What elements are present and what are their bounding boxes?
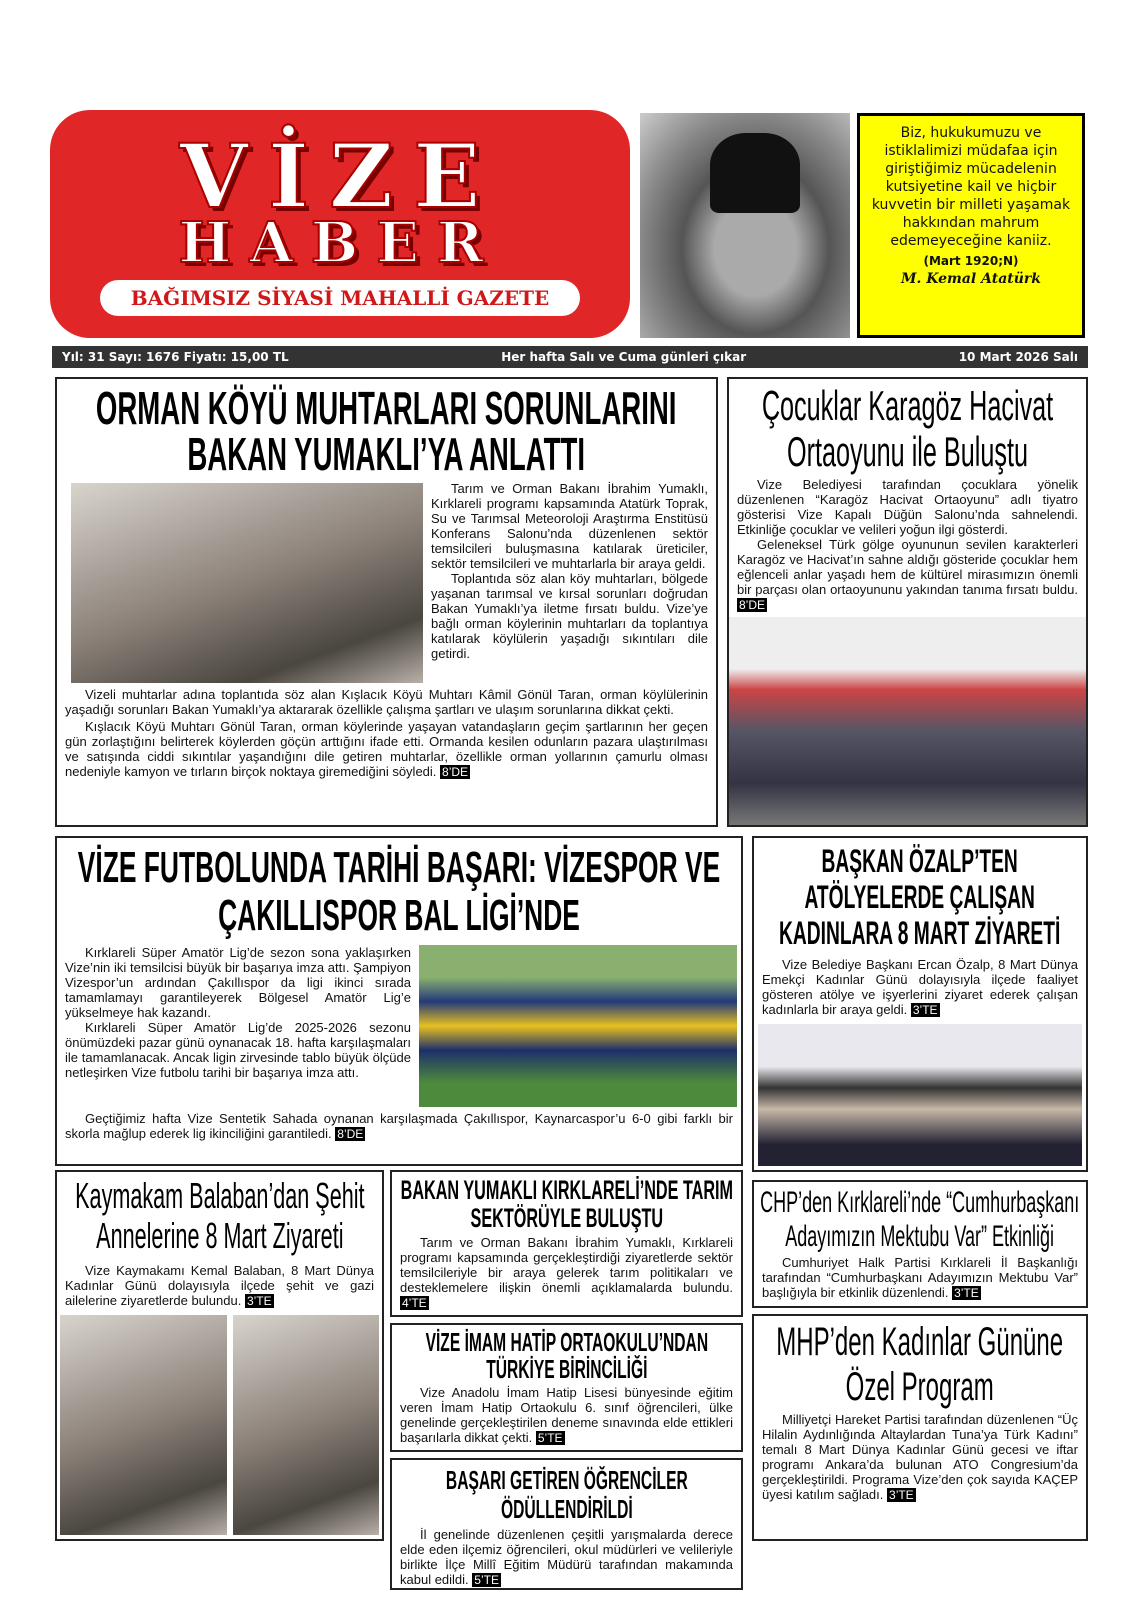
right-bottom-column	[752, 1180, 1088, 1541]
ataturk-quote-box	[857, 113, 1085, 338]
headline: CHP’den Kırklareli’nde “Cumhurbaşkanı Adayımızın Mektubu Var” Etkinliği	[760, 1186, 1080, 1253]
headline: ORMAN KÖYÜ MUHTARLARI SORUNLARINI BAKAN YUMAKLI’YA ANLATTI	[96, 382, 677, 480]
page-ref[interactable]: 5’TE	[537, 1431, 563, 1446]
paragraph: Vize Kaymakamı Kemal Balaban, 8 Mart Dünya Kadınlar Günü dolayısıyla ilçede şehit ve gazi ailelerine ziyaretlerde bulundu.	[65, 1262, 374, 1308]
issue-date: 10 Mart 2026 Salı	[958, 350, 1078, 364]
page-ref[interactable]: 3’TE	[889, 1487, 914, 1502]
ataturk-portrait	[640, 113, 850, 338]
paragraph: Vize Anadolu İmam Hatip Lisesi bünyesinde eğitim veren İmam Hatip Ortaokulu 6. sınıf öğrencileri, ülke genelinde gerçekleştirilen deneme sınavında elde ettikleri başarılarla dikkat çekti.	[400, 1385, 733, 1446]
page-ref[interactable]: 5’TE	[474, 1573, 499, 1588]
quote-signature: M. Kemal Atatürk	[901, 271, 1041, 287]
page-ref[interactable]: 3’TE	[246, 1293, 272, 1308]
headline: Çocuklar Karagöz Hacivat Ortaoyunu ile Buluştu	[761, 382, 1054, 476]
paragraph: Vizeli muhtarlar adına toplantıda söz alan Kışlacık Köyü Muhtarı Kâmil Gönül Taran, orman köylülerinin yaşadığı sorunları Bakan Yumaklı’ya aktararak özellikle çalışma şartları ve ulaşım sorunlarına dikkat çekti.	[65, 687, 708, 717]
headline: BAŞARI GETİREN ÖĞRENCİLER ÖDÜLLENDİRİLDİ	[445, 1465, 688, 1524]
story-karagoz-hacivat[interactable]	[727, 377, 1088, 827]
story-kaymakam-balaban[interactable]	[55, 1170, 384, 1541]
page-ref[interactable]: 3’TE	[954, 1286, 979, 1301]
paragraph: Kırklareli Süper Amatör Lig’de sezon sona yaklaşırken Vize’nin iki temsilcisi büyük bir başarıya imza attı. Şampiyon Vizespor’un ardından Çakıllıspor da ligi ikinci sırada tamamlamayı garantileyerek Bölgesel Amatör Lig’e yükselmeye hak kazandı.	[65, 945, 411, 1021]
publication-schedule: Her hafta Salı ve Cuma günleri çıkar	[501, 350, 747, 364]
story-vize-futbolu[interactable]	[55, 836, 743, 1166]
page-ref[interactable]: 3’TE	[912, 1003, 938, 1018]
paragraph: Vize Belediye Başkanı Ercan Özalp, 8 Mart Dünya Emekçi Kadınlar Günü dolayısıyla ilçede faaliyet gösteren atölye ve işyerlerini ziyaret ederek çalışan kadınlarla bir araya geldi.	[762, 957, 1078, 1018]
headline: BAKAN YUMAKLI KIRKLARELİ’NDE TARIM SEKTÖRÜYLE BULUŞTU	[400, 1175, 733, 1234]
paragraph: Toplantıda söz alan köy muhtarları, bölgede yaşanan tarımsal ve kırsal sorunları doğrudan Bakan Yumaklı’ya iletme fırsatı buldu. Vize’ye bağlı orman köylerinin muhtarları da toplantıya katılarak köylülerin yaşadığı sıkıntıları dile getirdi.	[431, 571, 708, 661]
issue-details: Yıl: 31 Sayı: 1676 Fiyatı: 15,00 TL	[62, 350, 289, 364]
logo-title-haber: HABER	[178, 210, 502, 276]
paragraph: Geçtiğimiz hafta Vize Sentetik Sahada oynanan karşılaşmada Çakıllıspor, Kaynarcaspor’u 6-0 gibi farklı bir skorla mağlup ederek lig ikinciliğini garantiledi.	[65, 1111, 733, 1142]
paragraph: Geleneksel Türk gölge oyununun sevilen karakterleri Karagöz ve Hacivat’ın sahne aldığı gösteride çocuklar hem eğlenceli anlar yaşadı hem de kültürel mirasımızın önemli bir parçası olan ortaoyununu yakından tanıma fırsatı buldu.	[737, 537, 1078, 598]
story-mhp-kadinlar[interactable]	[752, 1314, 1088, 1541]
headline: VİZE İMAM HATİP ORTAOKULU’NDAN TÜRKİYE BİRİNCİLİĞİ	[425, 1326, 708, 1384]
logo-title-vize: VİZE	[179, 124, 501, 228]
quote-source: (Mart 1920;N)	[923, 254, 1019, 268]
quote-text: Biz, hukukumuzu ve istiklalimizi müdafaa için giriştiğimiz mücadelenin kutsiyetine kail ve hiçbir kuvvetin bir milleti yaşamak hakkından mahrum edemeyeceğine kaniiz.	[871, 125, 1071, 249]
story-photo[interactable]	[758, 1024, 1082, 1166]
story-orman-koyu[interactable]	[55, 377, 718, 827]
paragraph: Cumhuriyet Halk Partisi Kırklareli İl Başkanlığı tarafından “Cumhurbaşkanı Adayımızın Mektubu Var” başlığıyla bir etkinlik düzenlendi.	[762, 1255, 1078, 1301]
slogan: BAĞIMSIZ SİYASİ MAHALLİ GAZETE	[100, 280, 580, 316]
paragraph: İl genelinde düzenlenen çeşitli yarışmalarda derece elde eden ilçemiz öğrencileri, okul müdürleri ve velileriyle birlikte İlçe Millî Eğitim Müdürü tarafından makamında kabul edildi.	[400, 1527, 733, 1588]
page-ref[interactable]: 4’TE	[402, 1295, 427, 1310]
paragraph: Tarım ve Orman Bakanı İbrahim Yumaklı, Kırklareli programı kapsamında Atatürk Toprak, Su ve Tarımsal Meteoroloji Araştırma Enstitüsü Konferans Salonu’nda düzenlenen sektör temsilcileri buluşmasına katılarak üreticiler, sektör temsilcileri ve muhtarlarla bir araya geldi.	[431, 481, 708, 571]
headline: BAŞKAN ÖZALP’TEN ATÖLYELERDE ÇALIŞAN KADINLARA 8 MART ZİYARETİ	[779, 843, 1061, 951]
page-ref[interactable]: 8’DE	[442, 765, 469, 779]
story-bakan-yumakli[interactable]	[390, 1170, 743, 1317]
page-ref[interactable]: 8’DE	[337, 1127, 364, 1142]
paragraph: Kışlacık Köyü Muhtarı Gönül Taran, orman köylerinde yaşayan vatandaşların geçim şartlarının her geçen gün zorlaştığını belirterek köylerden göçün arttığını ifade etti. Ormanda kesilen odunların pazara ulaştırılması ve satışında ciddi sıkıntılar yaşandığını dile getiren muhtarlar, özellikle orman yollarının çamurlu olması nedeniyle kamyon ve tırların birçok noktaya giremediğini söyledi.	[65, 719, 708, 779]
paragraph: Vize Belediyesi tarafından çocuklara yönelik düzenlenen “Karagöz Hacivat Ortaoyunu” adlı tiyatro gösterisi Vize Kapalı Düğün Salonu’nda sahnelendi. Etkinliğe çocuklar ve velileri yoğun ilgi gösterdi.	[737, 477, 1078, 538]
headline: MHP’den Kadınlar Gününe Özel Program	[776, 1320, 1064, 1409]
story-photo[interactable]	[419, 945, 737, 1107]
story-baskan-ozalp[interactable]	[752, 836, 1088, 1172]
paragraph: Milliyetçi Hareket Partisi tarafından düzenlenen “Üç Hilalin Aydınlığında Altaylardan Tuna’ya Türk Kadını” temalı 8 Mart Dünya Kadınlar Günü gecesi ve iftar programı Ankara’da bulunan ATO Congresium’da gerçekleştirildi. Programa Vize’den çok sayıda KAÇEP üyesi katılım sağladı.	[762, 1411, 1078, 1502]
paragraph: Tarım ve Orman Bakanı İbrahim Yumaklı, Kırklareli programı kapsamında gerçekleştirdiği ziyaretlerde sektör temsilcileriyle bir araya gelerek tarım politikaları ve desteklemelere ilişkin önemli açıklamalarda bulundu.	[400, 1234, 733, 1295]
middle-bottom-column	[390, 1170, 743, 1588]
story-basari-ogrenciler[interactable]	[390, 1458, 743, 1590]
headline: Kaymakam Balaban’dan Şehit Annelerine 8 Mart Ziyareti	[74, 1175, 365, 1257]
story-photo[interactable]	[71, 483, 423, 683]
paragraph: Kırklareli Süper Amatör Lig’de 2025-2026 sezonu önümüzdeki pazar günü oynanacak 18. hafta karşılaşmaları ile tamamlanacak. Ancak ligin zirvesinde tablo büyük ölçüde netleşirken Vize futbolu tarihi bir başarıya imza attı.	[65, 1020, 411, 1081]
issue-info-bar	[52, 346, 1088, 368]
masthead-logo[interactable]	[50, 110, 630, 338]
story-photo-left[interactable]	[60, 1315, 227, 1535]
headline: VİZE FUTBOLUNDA TARİHİ BAŞARI: VİZESPOR VE ÇAKILLISPOR BAL LİGİ’NDE	[77, 843, 721, 940]
story-photo-right[interactable]	[233, 1315, 379, 1535]
story-imam-hatip[interactable]	[390, 1323, 743, 1453]
story-chp-mektup[interactable]	[752, 1180, 1088, 1308]
page-ref[interactable]: 8’DE	[739, 598, 766, 613]
story-photo[interactable]	[729, 617, 1086, 825]
